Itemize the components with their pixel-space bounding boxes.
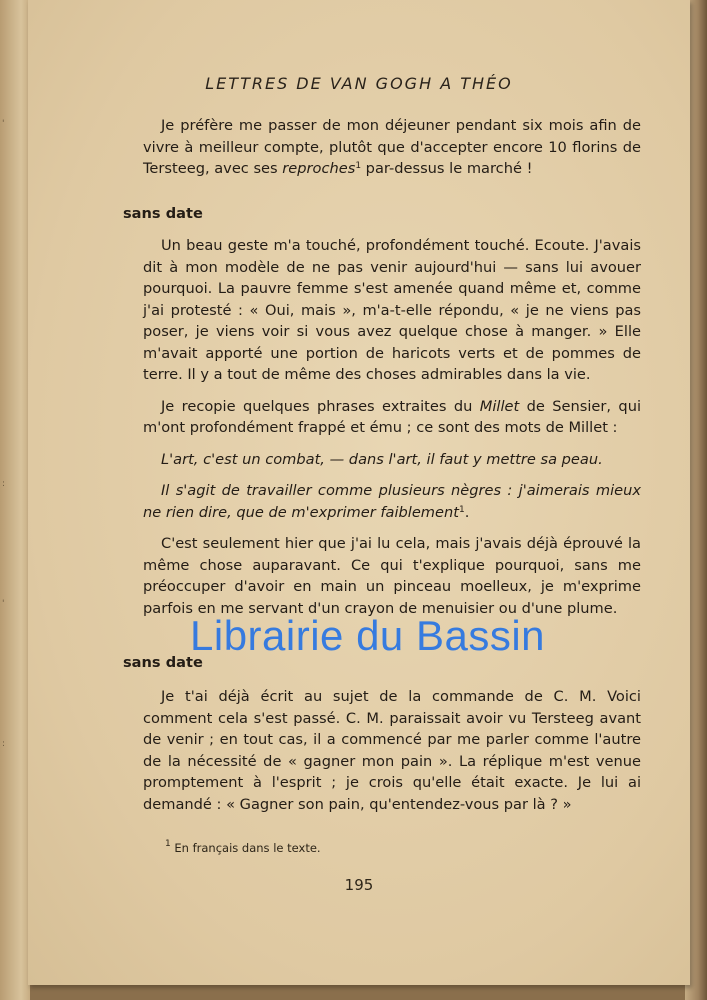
paragraph-text: Je t'ai déjà écrit au sujet de la commande de C. M. Voici comment cela s'est passé. C. M. paraissait avoir vu Tersteeg avant de venir ; en tout cas, il a commencé par me parler comme l'autre de la nécessité de « gagner mon pain ». La réplique m'est venue promptement à l'esprit ; je crois qu'elle était exacte. Je lui ai demandé : « Gagner son pain, qu'entendez-vous par là ? »	[143, 688, 641, 813]
footnote-text: En français dans le texte.	[170, 841, 321, 855]
facing-page-edge	[0, 0, 30, 1000]
paragraph-1	[143, 115, 641, 180]
paragraph-text: Je préfère me passer de mon déjeuner pendant six mois afin de vivre à meilleur compte, plutôt que d'accepter encore 10 florins de Tersteeg, avec ses	[143, 117, 641, 177]
italic-word: Millet	[479, 397, 520, 415]
italic-word: reproches	[282, 160, 356, 177]
paragraph-text: Un beau geste m'a touché, profondément touché. Ecoute. J'avais dit à mon modèle de ne pas venir aujourd'hui — sans lui avouer pourquoi. La pauvre femme s'est amenée quand même et, comme j'ai protesté : « Oui, mais », m'a-t-elle répondu, « je ne viens pas poser, je viens voir si vous avez quelque chose à manger. » Elle m'avait apporté une portion de haricots verts et de pommes de terre. Il y a tout de même des choses admirables dans la vie.	[143, 237, 641, 383]
paragraph-5	[143, 686, 641, 815]
quote-1	[143, 449, 641, 471]
paragraph-3	[143, 396, 641, 439]
italic-quote: Il s'agit de travailler comme plusieurs nègres : j'aimerais mieux ne rien dire, que de m'exprimer faiblement	[143, 482, 641, 521]
bleed-through-mark: :	[2, 479, 6, 489]
paragraph-2	[143, 235, 641, 619]
footnote-mark: 1	[165, 839, 171, 849]
page-number: 195	[344, 876, 374, 894]
quote-2	[143, 480, 641, 523]
italic-quote: L'art, c'est un combat, — dans l'art, il faut y mettre sa peau.	[161, 450, 603, 468]
section-heading: sans date	[123, 654, 203, 671]
footnote	[165, 841, 321, 855]
bleed-through-mark: :	[2, 739, 6, 749]
paragraph-text: Je recopie quelques phrases extraites du	[161, 397, 480, 415]
book-page	[28, 0, 690, 985]
bleed-through-mark: '	[2, 599, 5, 609]
bleed-through-mark: '	[2, 119, 5, 129]
section-heading: sans date	[123, 205, 203, 222]
paragraph-text: par-dessus le marché !	[361, 160, 533, 177]
footnote-ref: 1	[355, 161, 362, 171]
running-header: LETTRES DE VAN GOGH A THÉO	[205, 74, 513, 93]
paragraph-4: C'est seulement hier que j'ai lu cela, mais j'avais déjà éprouvé la même chose auparavant. Ce qui t'explique pourquoi, sans me préoccuper d'avoir en main un pinceau moelleux, je m'exprime parfois en me servant d'un crayon de menuisier ou d'une plume.	[143, 535, 641, 617]
footnote-ref: 1	[458, 504, 465, 515]
paragraph-text: .	[464, 503, 470, 521]
watermark: Librairie du Bassin	[190, 612, 546, 659]
paragraph-text: de Sensier, qui m'ont profondément frappé et ému ; ce sont des mots de Millet :	[143, 397, 642, 436]
